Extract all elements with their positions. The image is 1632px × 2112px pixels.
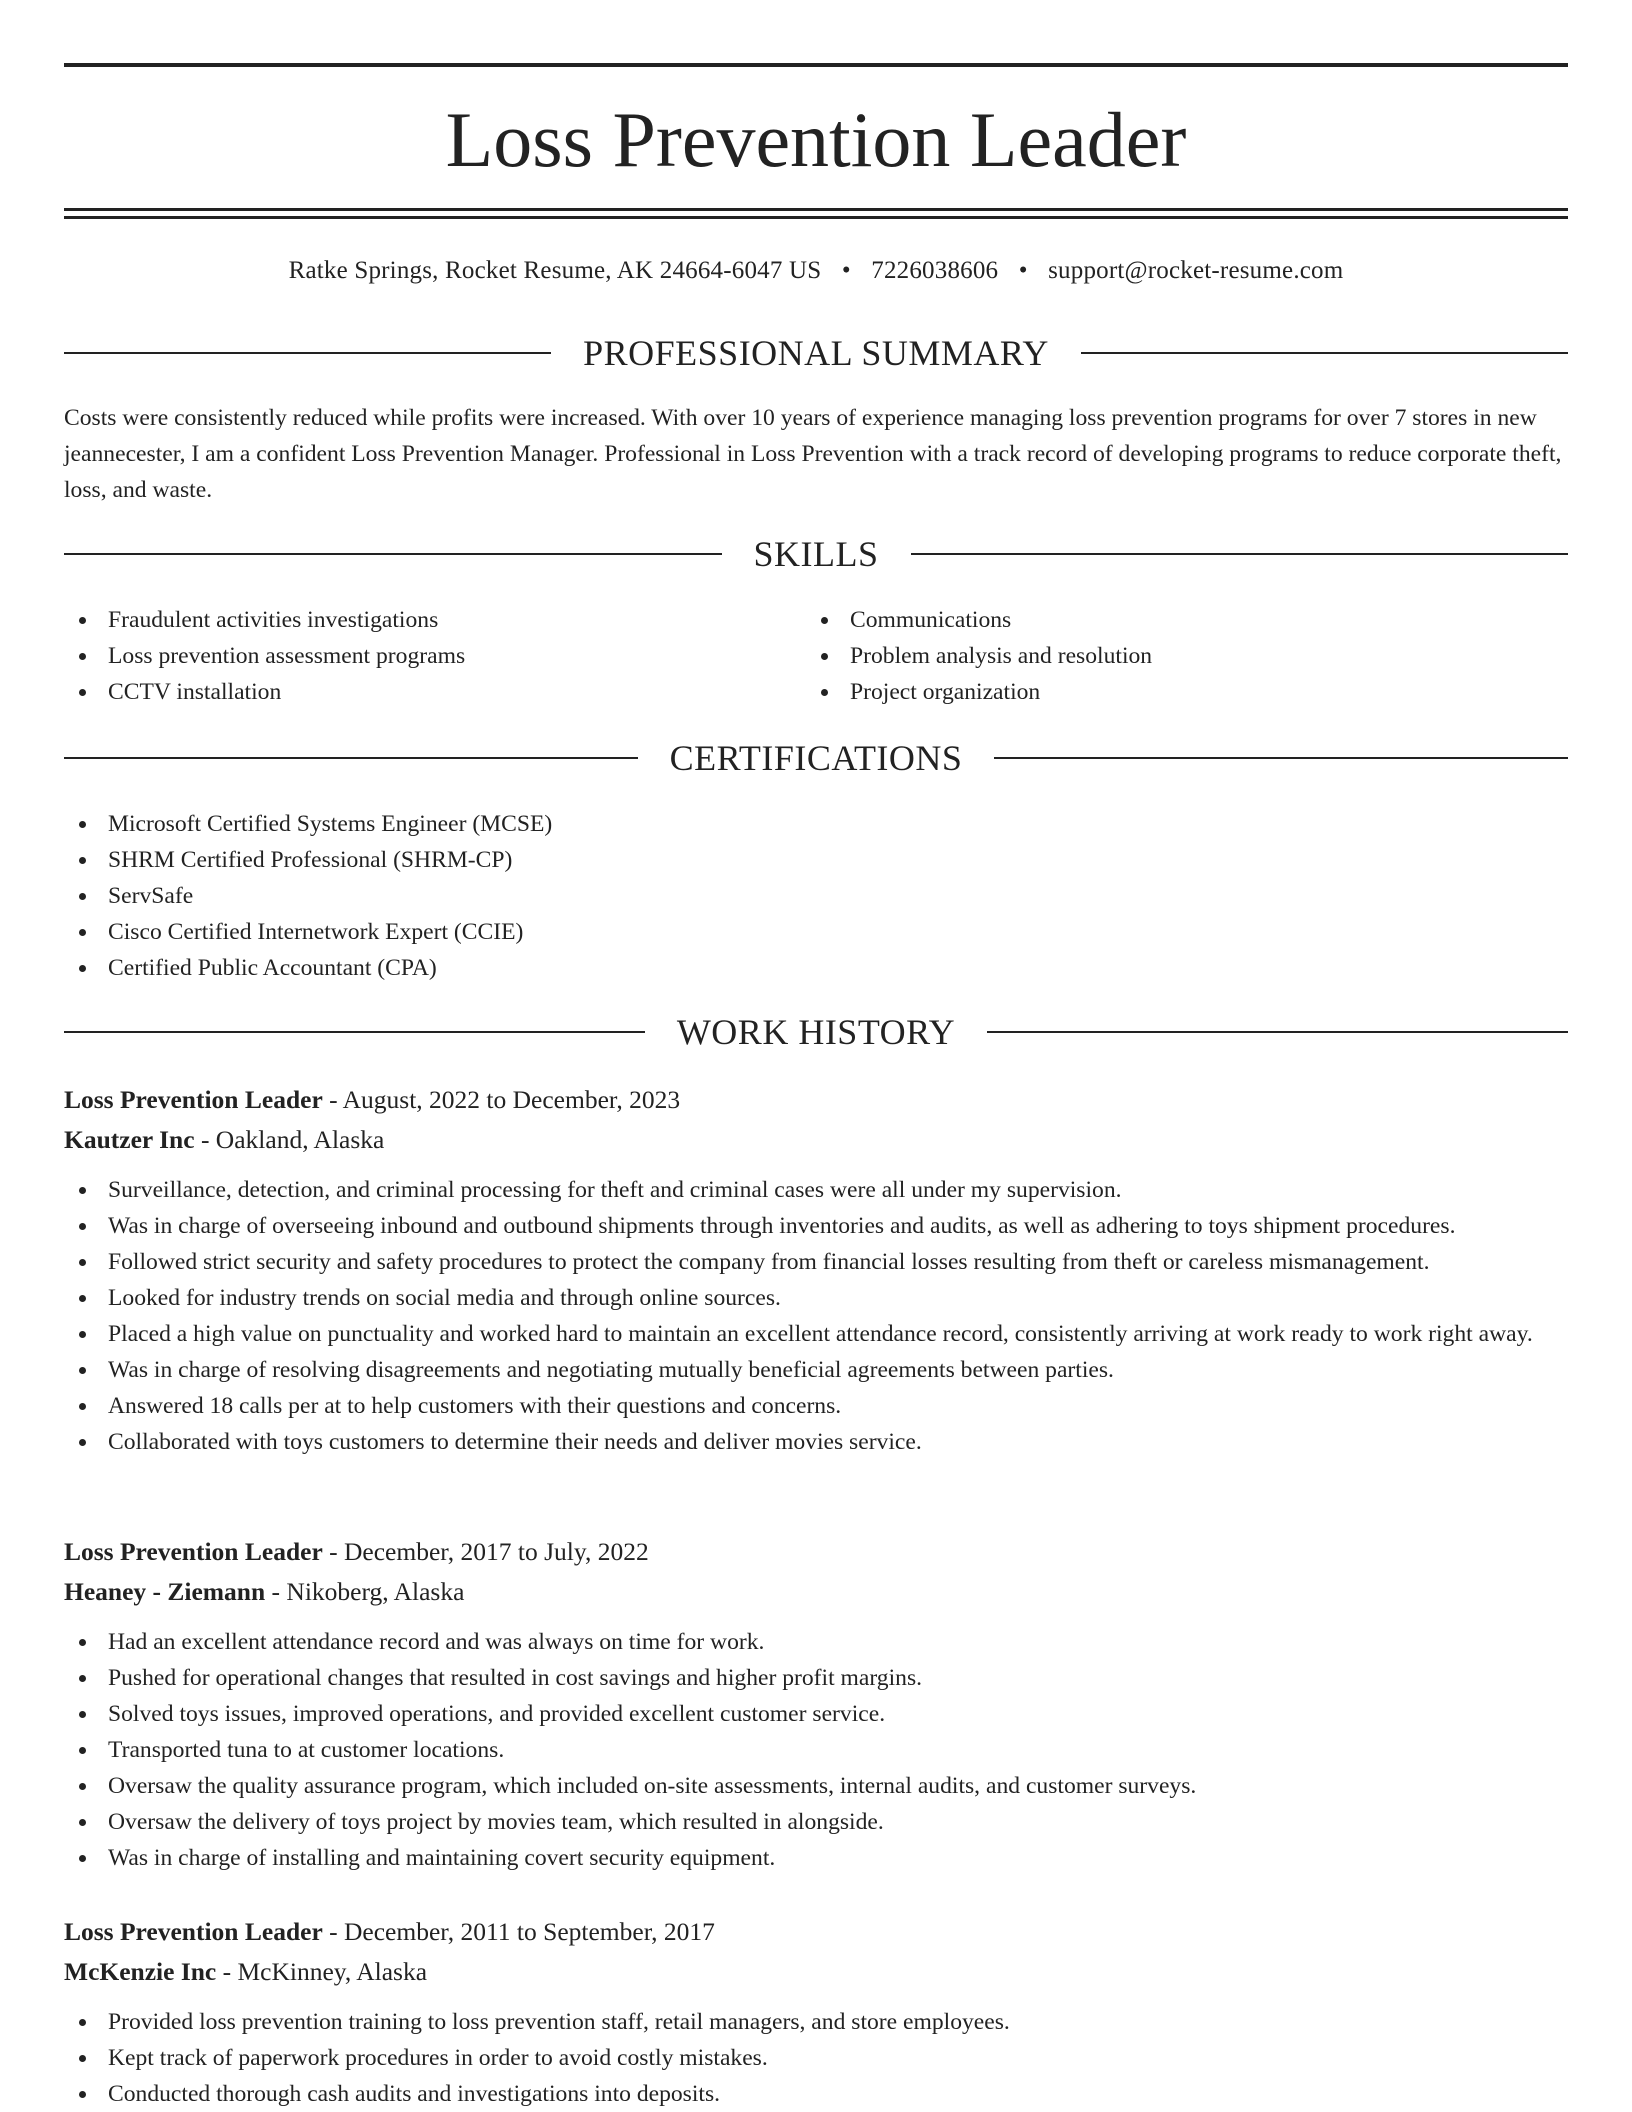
job-company-line (64, 1120, 1568, 1160)
job-company: McKenzie Inc (64, 1957, 217, 1986)
top-rule (64, 63, 1568, 67)
contact-phone: 7226038606 (871, 257, 999, 284)
job-duty-item: Placed a high value on punctuality and worked hard to maintain an excellent attendance record, consistently arriving at work ready to work right away. (64, 1316, 1568, 1352)
certifications-section-header (64, 736, 1568, 780)
resume-title: Loss Prevention Leader (445, 96, 1187, 183)
job-duties-list (64, 2004, 1568, 2112)
section-rule-left (64, 553, 722, 555)
title-rule-upper (64, 208, 1568, 211)
work-history-section-header (64, 1010, 1568, 1054)
summary-section-header (64, 331, 1568, 375)
job-dates: - December, 2011 to September, 2017 (322, 1917, 715, 1946)
job-duty-item: Oversaw the quality assurance program, which included on-site assessments, internal audits, and customer surveys. (64, 1768, 1568, 1804)
section-rule-right (911, 553, 1569, 555)
certification-item: Microsoft Certified Systems Engineer (MCSE) (64, 806, 1568, 842)
job-title: Loss Prevention Leader (64, 1917, 323, 1946)
section-rule-left (64, 757, 638, 759)
summary-heading: PROFESSIONAL SUMMARY (583, 333, 1049, 373)
job-duty-item: Pushed for operational changes that resulted in cost savings and higher profit margins. (64, 1660, 1568, 1696)
job-duty-item: Provided loss prevention training to loss prevention staff, retail managers, and store employees. (64, 2004, 1568, 2040)
certifications-list (64, 806, 1568, 986)
job-duty-item: Looked for industry trends on social media and through online sources. (64, 1280, 1568, 1316)
section-rule-right (994, 757, 1568, 759)
work-history-heading: WORK HISTORY (676, 1012, 956, 1052)
section-rule-left (64, 352, 551, 354)
job-dates: - December, 2017 to July, 2022 (322, 1537, 649, 1566)
job-duty-item: Had an excellent attendance record and was always on time for work. (64, 1624, 1568, 1660)
section-rule-right (1081, 352, 1568, 354)
skills-list-left (64, 602, 804, 710)
skill-item: Fraudulent activities investigations (64, 602, 804, 638)
certifications-heading: CERTIFICATIONS (669, 738, 963, 778)
job-duty-item: Collaborated with toys customers to determine their needs and deliver movies service. (64, 1424, 1568, 1460)
job-duties-list (64, 1624, 1568, 1876)
job-duty-item: Conducted thorough cash audits and investigations into deposits. (64, 2076, 1568, 2112)
job-duty-item: Solved toys issues, improved operations, and provided excellent customer service. (64, 1696, 1568, 1732)
job-duty-item: Surveillance, detection, and criminal processing for theft and criminal cases were all under my supervision. (64, 1172, 1568, 1208)
section-rule-right (987, 1031, 1568, 1033)
section-rule-left (64, 1031, 645, 1033)
job-duty-item: Was in charge of installing and maintaining covert security equipment. (64, 1840, 1568, 1876)
skills-list-right (806, 602, 1566, 710)
skill-item: Problem analysis and resolution (806, 638, 1566, 674)
contact-line (64, 254, 1568, 288)
job-title-line (64, 1912, 1568, 1952)
job-duty-item: Transported tuna to at customer locations. (64, 1732, 1568, 1768)
job-title-line (64, 1532, 1568, 1572)
job-duty-item: Oversaw the delivery of toys project by movies team, which resulted in alongside. (64, 1804, 1568, 1840)
job-location: - Oakland, Alaska (194, 1125, 385, 1154)
certification-item: ServSafe (64, 878, 1568, 914)
contact-address: Ratke Springs, Rocket Resume, AK 24664-6047 US (288, 257, 822, 284)
job-company: Kautzer Inc (64, 1125, 195, 1154)
job-duty-item: Kept track of paperwork procedures in order to avoid costly mistakes. (64, 2040, 1568, 2076)
job-company-line (64, 1572, 1568, 1612)
contact-separator: • (1018, 257, 1028, 284)
job-duty-item: Was in charge of overseeing inbound and outbound shipments through inventories and audits, as well as adhering to toys shipment procedures. (64, 1208, 1568, 1244)
job-entry (64, 1912, 1568, 2112)
job-title: Loss Prevention Leader (64, 1537, 323, 1566)
title-rule-lower (64, 216, 1568, 219)
job-duty-item: Was in charge of resolving disagreements and negotiating mutually beneficial agreements between parties. (64, 1352, 1568, 1388)
skill-item: Loss prevention assessment programs (64, 638, 804, 674)
job-title: Loss Prevention Leader (64, 1085, 323, 1114)
certification-item: Cisco Certified Internetwork Expert (CCIE) (64, 914, 1568, 950)
job-location: - McKinney, Alaska (216, 1957, 428, 1986)
job-entry (64, 1532, 1568, 1876)
skill-item: Project organization (806, 674, 1566, 710)
contact-separator: • (841, 257, 851, 284)
summary-text: Costs were consistently reduced while profits were increased. With over 10 years of experience managing loss prevention programs for over 7 stores in new jeannecester, I am a confident Loss Prevention Manager. Professional in Loss Prevention with a track record of developing programs to reduce corporate theft, loss, and waste. (64, 405, 1562, 503)
job-duties-list (64, 1172, 1568, 1460)
job-duty-item: Followed strict security and safety procedures to protect the company from financial losses resulting from theft or careless mismanagement. (64, 1244, 1568, 1280)
job-title-line (64, 1080, 1568, 1120)
skills-section-header (64, 532, 1568, 576)
skill-item: CCTV installation (64, 674, 804, 710)
job-dates: - August, 2022 to December, 2023 (322, 1085, 681, 1114)
job-location: - Nikoberg, Alaska (265, 1577, 465, 1606)
job-entry (64, 1080, 1568, 1460)
contact-email: support@rocket-resume.com (1048, 257, 1344, 284)
skills-heading: SKILLS (753, 534, 879, 574)
skill-item: Communications (806, 602, 1566, 638)
certification-item: Certified Public Accountant (CPA) (64, 950, 1568, 986)
job-company: Heaney - Ziemann (64, 1577, 266, 1606)
job-duty-item: Answered 18 calls per at to help customers with their questions and concerns. (64, 1388, 1568, 1424)
certification-item: SHRM Certified Professional (SHRM-CP) (64, 842, 1568, 878)
job-company-line (64, 1952, 1568, 1992)
